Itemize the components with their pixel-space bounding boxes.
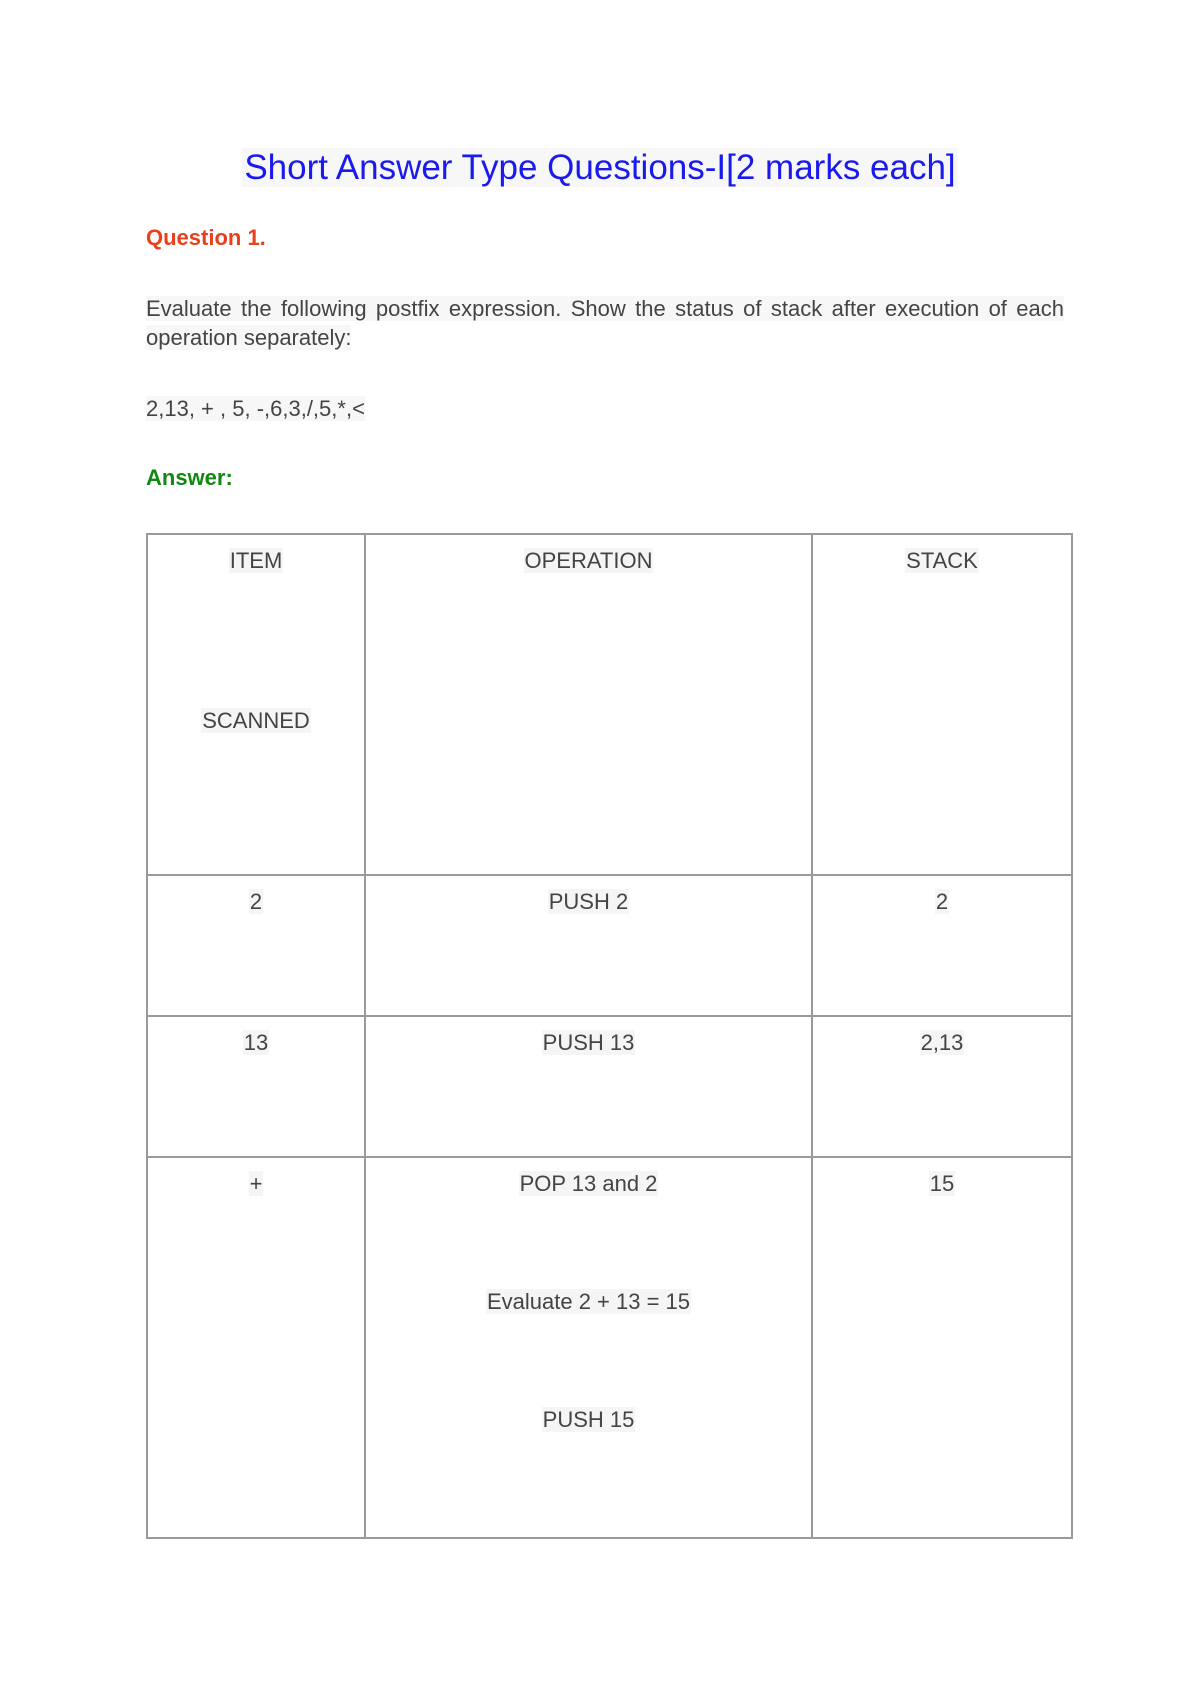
- cell-operation-text: PUSH 2: [548, 889, 629, 914]
- question-label: Question 1.: [146, 225, 266, 250]
- cell-item-text: 2: [249, 889, 263, 914]
- cell-operation-line2: Evaluate 2 + 13 = 15: [486, 1289, 691, 1314]
- table-header-row: [147, 534, 1072, 875]
- cell-operation: [365, 875, 812, 1016]
- table-row: [147, 1016, 1072, 1157]
- header-operation: [365, 534, 812, 875]
- cell-item-text: 13: [243, 1030, 269, 1055]
- cell-item: [147, 875, 365, 1016]
- answer-label: Answer:: [146, 465, 233, 490]
- header-operation-text: OPERATION: [524, 548, 653, 573]
- page-title: [0, 146, 1200, 190]
- header-stack: [812, 534, 1072, 875]
- header-item-line2: SCANNED: [202, 708, 310, 733]
- cell-operation: [365, 1016, 812, 1157]
- cell-stack-text: 15: [929, 1171, 955, 1196]
- header-item-line1: ITEM: [229, 548, 283, 573]
- postfix-expression: [146, 394, 365, 423]
- cell-stack: [812, 875, 1072, 1016]
- cell-item-text: +: [249, 1171, 263, 1196]
- cell-stack: [812, 1016, 1072, 1157]
- cell-stack: [812, 1157, 1072, 1538]
- cell-operation-text: PUSH 13: [542, 1030, 635, 1055]
- cell-item: [147, 1016, 365, 1157]
- header-item-scanned: [147, 534, 365, 875]
- cell-stack-text: 2,13: [920, 1030, 964, 1055]
- table-row: [147, 1157, 1072, 1538]
- cell-item: [147, 1157, 365, 1538]
- header-stack-text: STACK: [906, 548, 978, 573]
- stack-evaluation-table: [146, 533, 1073, 1539]
- question-text: [146, 294, 1064, 352]
- question-text-content: Evaluate the following postfix expression. Show the status of stack after execution of each operation separately:: [146, 296, 1064, 350]
- cell-operation: [365, 1157, 812, 1538]
- postfix-expression-text: 2,13, + , 5, -,6,3,/,5,*,<: [146, 396, 365, 421]
- cell-stack-text: 2: [935, 889, 949, 914]
- page-title-text: Short Answer Type Questions-I[2 marks each]: [244, 148, 956, 187]
- cell-operation-line3: PUSH 15: [542, 1407, 635, 1432]
- table-row: [147, 875, 1072, 1016]
- cell-operation-line1: POP 13 and 2: [519, 1171, 658, 1196]
